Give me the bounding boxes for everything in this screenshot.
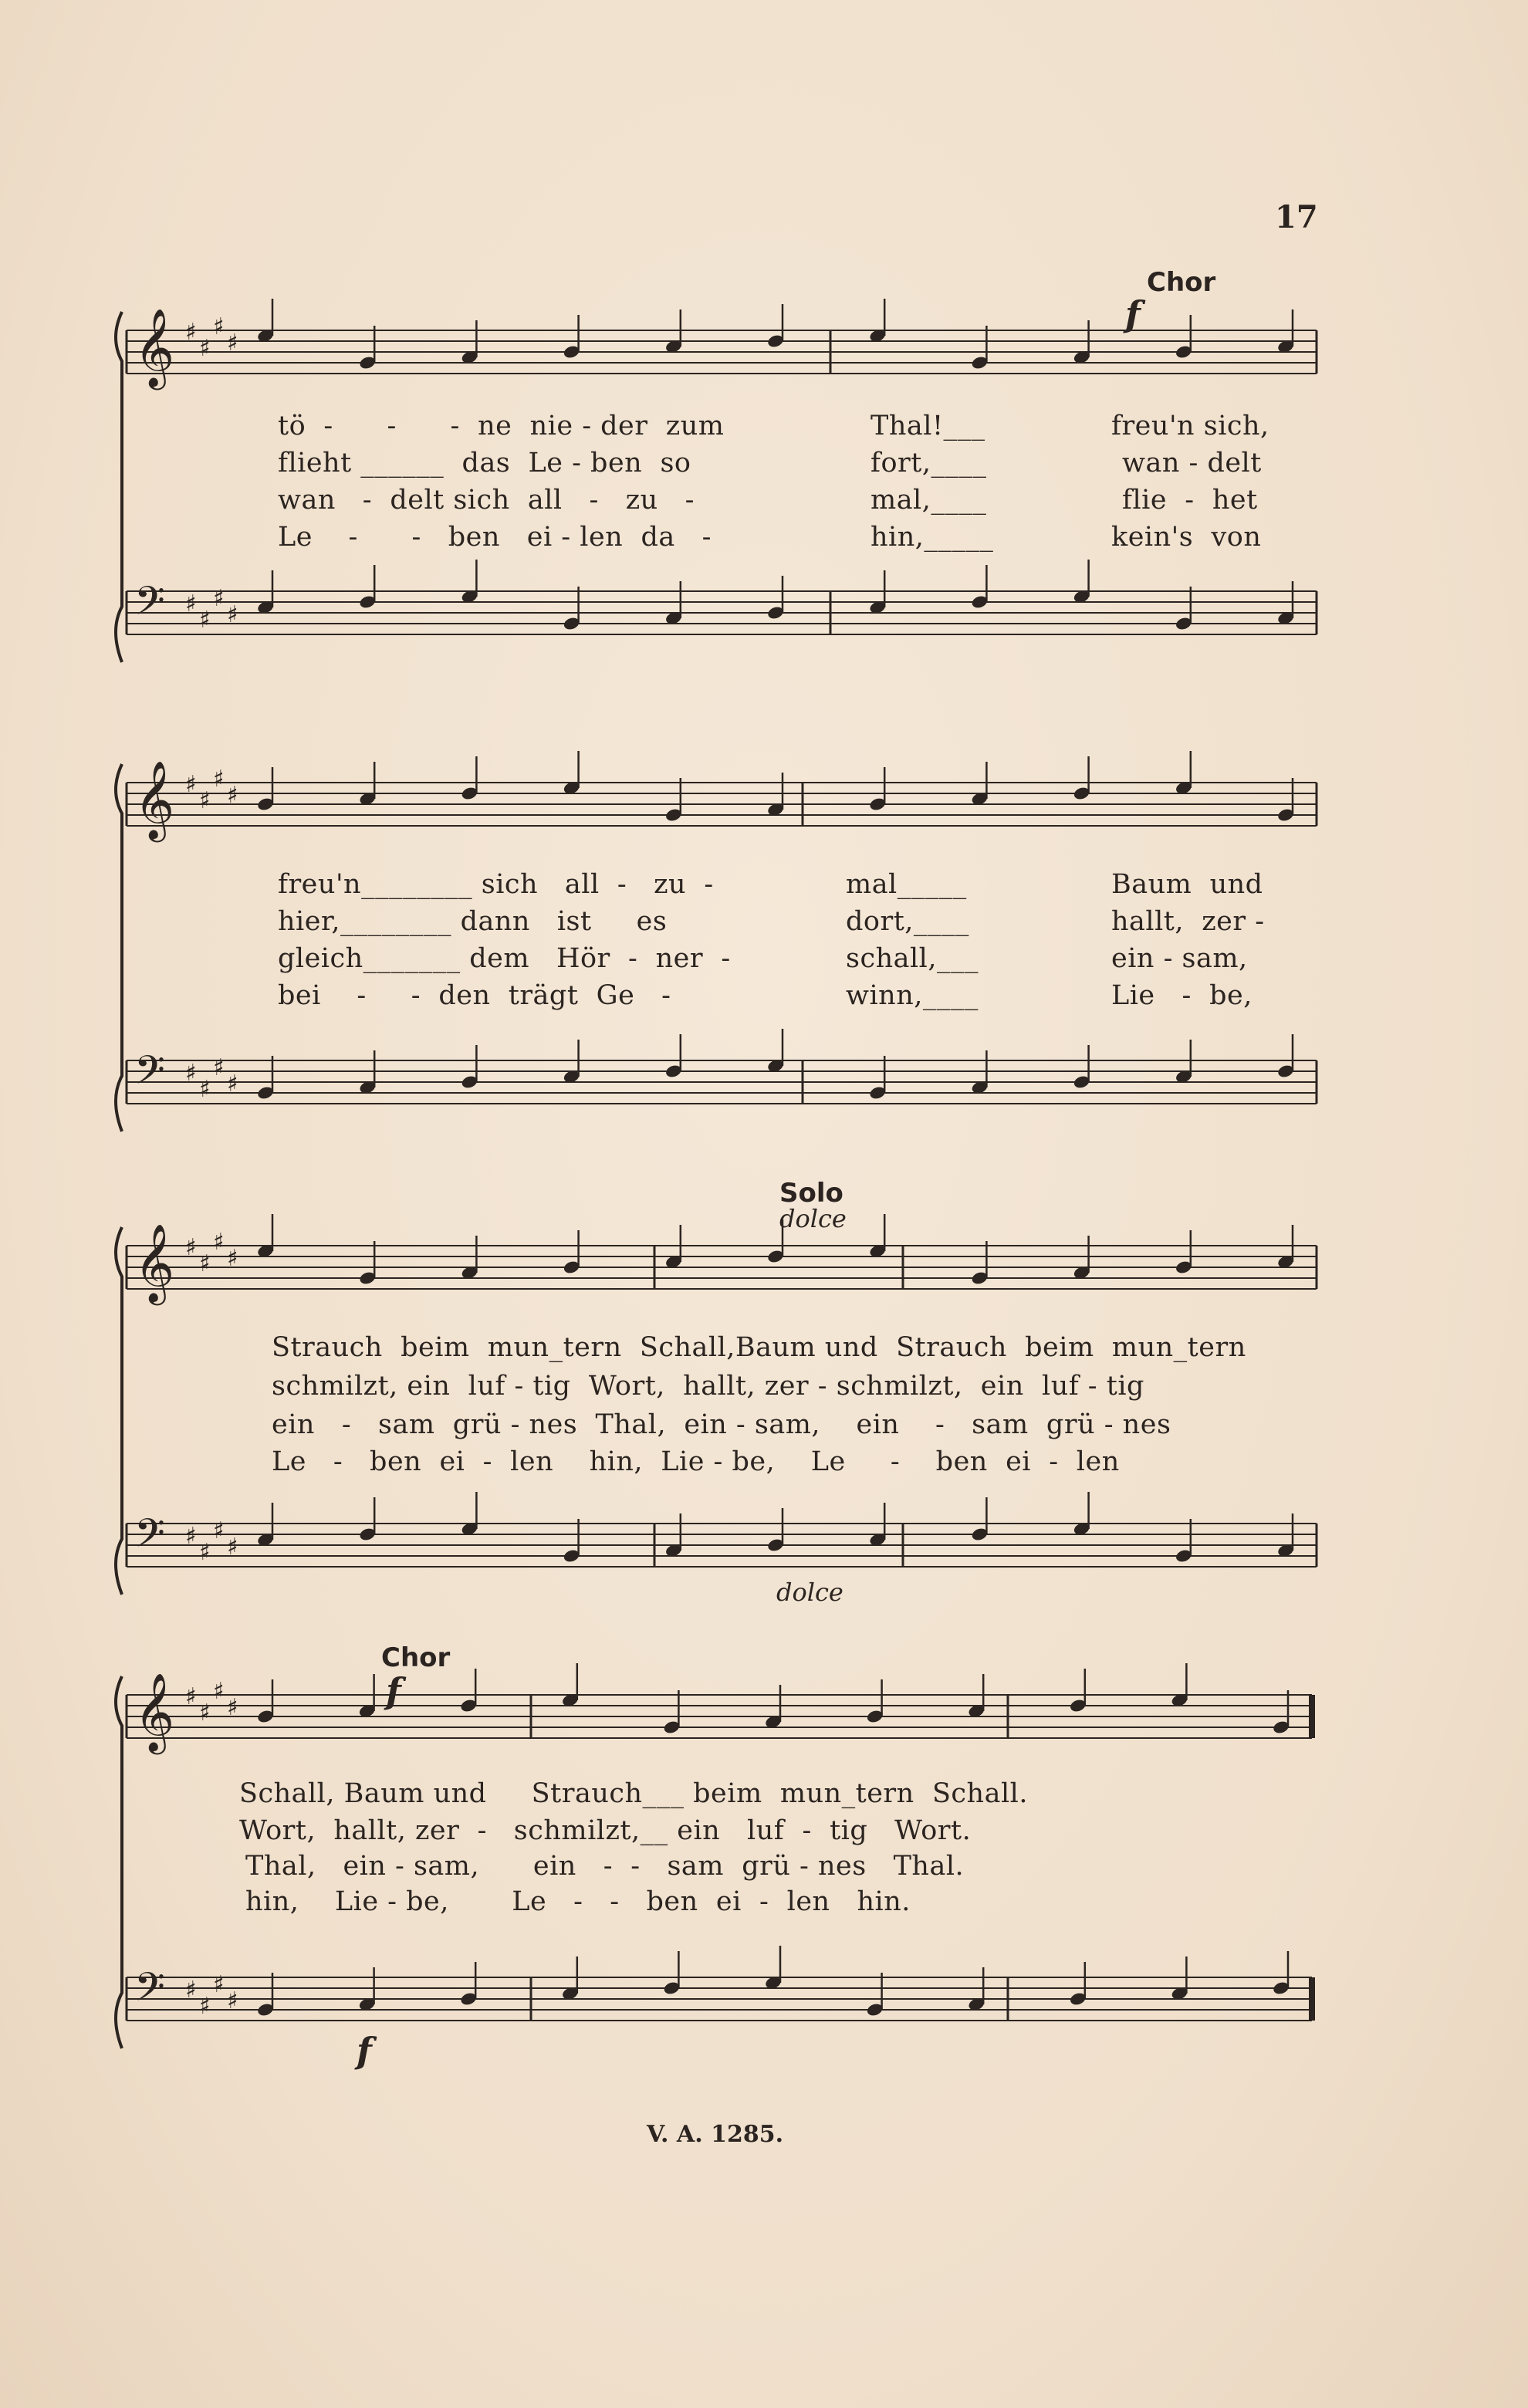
lyric-s1-v3-c: flie - het [1122,485,1258,516]
treble-clef: 𝄞 [134,759,175,839]
sharp-sign: ♯ [185,319,197,346]
lyric-s2-v3-c: ein - sam, [1111,943,1248,974]
treble-clef: 𝄞 [134,1672,175,1751]
forte-marking-3: f [357,2030,372,2071]
lyric-s4-v1: Schall, Baum und Strauch___ beim mun_tern Schall. [239,1778,1028,1809]
sharp-sign: ♯ [213,313,225,340]
system-bracket [116,1227,122,1595]
chor-label-2: Chor [381,1642,451,1673]
sharp-sign: ♯ [199,607,211,634]
sharp-sign: ♯ [199,1993,211,2020]
lyric-s2-v4-a: bei - - den trägt Ge - [278,980,671,1011]
dolce-marking-bass: dolce [776,1578,843,1607]
sharp-sign: ♯ [199,335,211,362]
lyric-s2-v4-c: Lie - be, [1111,980,1252,1011]
bass-clef: 𝄢 [134,1047,165,1103]
lyric-s2-v3-a: gleich_______ dem Hör - ner - [278,943,731,974]
system-bracket [116,1676,122,2048]
sharp-sign: ♯ [227,782,238,809]
lyric-s1-v4-b: hin,_____ [870,522,994,553]
lyric-s1-v1-a: tö - - - ne nie - der zum [278,411,725,441]
lyric-s2-v2-c: hallt, zer - [1111,906,1265,937]
sharp-sign: ♯ [199,787,211,814]
lyric-s2-v2-a: hier,________ dann ist es [278,906,668,937]
dolce-marking: dolce [779,1204,847,1233]
lyric-s2-v4-b: winn,____ [846,980,979,1011]
lyric-s1-v1-c: freu'n sich, [1111,411,1269,441]
sharp-sign: ♯ [213,1054,225,1081]
lyric-s1-v3-b: mal,____ [870,485,987,516]
sharp-sign: ♯ [185,1683,197,1710]
lyric-s1-v1-b: Thal!___ [870,411,985,441]
sharp-sign: ♯ [199,1539,211,1566]
bass-clef: 𝄢 [134,1963,165,2020]
lyric-s1-v2-c: wan - delt [1122,448,1262,479]
forte-marking: f [1125,293,1141,335]
lyric-s1-v4-a: Le - - ben ei - len da - [278,522,712,553]
sharp-sign: ♯ [185,771,197,798]
lyric-s1-v2-a: flieht ______ das Le - ben so [278,448,691,479]
sharp-sign: ♯ [213,1971,225,1998]
lyric-s2-v1-b: mal_____ [846,869,967,900]
lyric-s4-v3: Thal, ein - sam, ein - - sam grü - nes Thal. [245,1851,965,1882]
solo-label: Solo [779,1178,843,1209]
page-number: 17 [1275,199,1318,235]
system-bracket [116,764,122,1131]
lyric-s2-v2-b: dort,____ [846,906,969,937]
lyric-s4-v4: hin, Lie - be, Le - - ben ei - len hin. [245,1886,911,1917]
lyric-s2-v1-c: Baum und [1111,869,1263,900]
sharp-sign: ♯ [227,601,238,628]
sharp-sign: ♯ [213,1678,225,1705]
sharp-sign: ♯ [213,585,225,612]
lyric-s3-v3: ein - sam grü - nes Thal, ein - sam, ein - sam grü - nes [272,1409,1171,1440]
sharp-sign: ♯ [199,1250,211,1277]
sharp-sign: ♯ [185,1523,197,1550]
sharp-sign: ♯ [199,1076,211,1103]
sharp-sign: ♯ [199,1699,211,1727]
sharp-sign: ♯ [185,1977,197,2004]
lyric-s1-v4-c: kein's von [1111,522,1262,553]
lyric-s4-v2: Wort, hallt, zer - schmilzt,__ ein luf - tig Wort. [239,1815,972,1846]
forte-marking-2: f [386,1670,401,1712]
sharp-sign: ♯ [227,1245,238,1272]
bass-clef: 𝄢 [134,577,165,634]
system-bracket [116,312,122,662]
treble-clef: 𝄞 [134,1223,175,1302]
plate-number: V. A. 1285. [647,2121,784,2148]
sharp-sign: ♯ [185,1060,197,1087]
sharp-sign: ♯ [227,1070,238,1097]
chor-label: Chor [1147,267,1216,298]
sharp-sign: ♯ [227,1534,238,1561]
lyric-s3-v2: schmilzt, ein luf - tig Wort, hallt, zer - schmilzt, ein luf - tig [272,1371,1144,1402]
sharp-sign: ♯ [213,1229,225,1256]
lyric-s2-v1-a: freu'n________ sich all - zu - [278,869,714,900]
sharp-sign: ♯ [227,330,238,357]
lyric-s2-v3-b: schall,___ [846,943,979,974]
sharp-sign: ♯ [227,1987,238,2014]
lyric-s1-v2-b: fort,____ [870,448,987,479]
sharp-sign: ♯ [213,766,225,793]
lyric-s3-v4: Le - ben ei - len hin, Lie - be, Le - ben ei - len [272,1446,1120,1477]
lyric-s3-v1: Strauch beim mun_tern Schall,Baum und Strauch beim mun_tern [272,1332,1246,1363]
treble-clef: 𝄞 [134,307,175,387]
sharp-sign: ♯ [213,1517,225,1544]
sharp-sign: ♯ [227,1694,238,1721]
bass-clef: 𝄢 [134,1510,165,1566]
lyric-s1-v3-a: wan - delt sich all - zu - [278,485,695,516]
sharp-sign: ♯ [185,1234,197,1261]
sharp-sign: ♯ [185,590,197,617]
